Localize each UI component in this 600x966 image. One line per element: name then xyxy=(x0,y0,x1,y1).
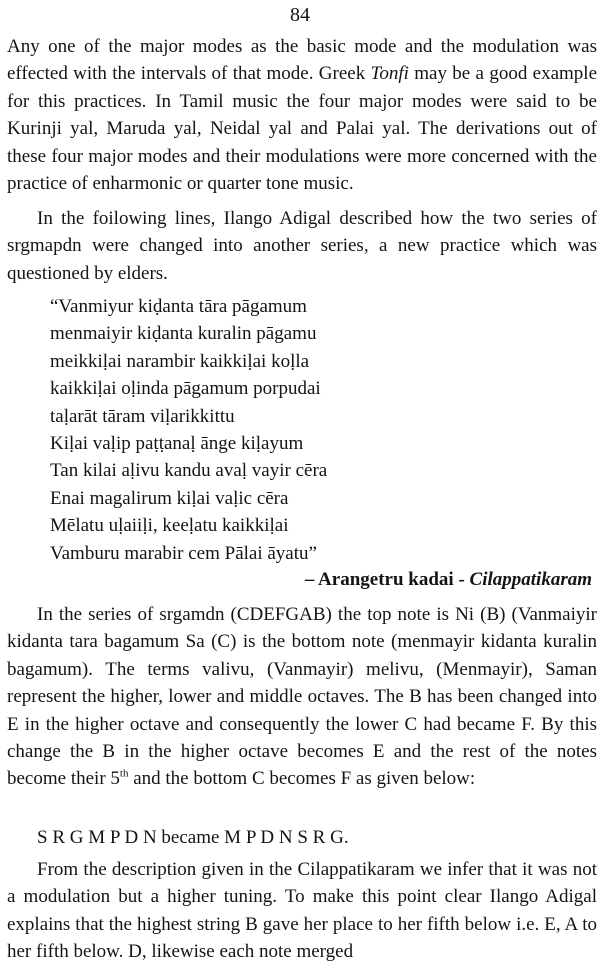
paragraph-ilango-intro: In the foilowing lines, Ilango Adigal described how the two series of srgmapdn were changed into another series, a new practice which was questioned by elders. xyxy=(7,208,597,284)
verse-line: “Vanmiyur kiḍanta tāra pāgamum xyxy=(50,296,307,317)
verse-line: kaikkiḷai oḷinda pāgamum porpudai xyxy=(50,378,321,400)
verse-line: menmaiyir kiḍanta kuralin pāgamu xyxy=(50,323,317,345)
paragraph-series-text-2: and the bottom C becomes F as given below: xyxy=(128,768,476,790)
paragraph-series-text-1: In the series of srgamdn (CDEFGAB) the top note is Ni (B) (Vanmaiyir kidanta tara bagamum Sa (C) is the bottom note (menmayir kidanta kuralin bagamum). The terms valivu, (Vanmayir) melivu, (Menmayir), Saman represent the higher, lower and middle octaves. The B has been changed into E in the higher octave and consequently the lower C had became F. By this change the B in the higher octave becomes E and the rest of the notes become their 5 xyxy=(7,604,597,790)
verse-line: Vamburu marabir cem Pālai āyatu” xyxy=(50,542,317,564)
paragraph-conclusion: From the description given in the Cilappatikaram we infer that it was not a modulation but a higher tuning. To make this point clear Ilango Adigal explains that the highest string B gave her place to her fifth below i.e. E, A to her fifth below. D, likewise each note merged xyxy=(7,859,597,963)
verse-line: Enai magalirum kiḷai vaḷic cēra xyxy=(50,487,289,509)
attribution-source: – Arangetru kadai - xyxy=(304,569,470,590)
paragraph-modes-italic-term: Tonfi xyxy=(370,63,409,85)
paragraph-series-explanation xyxy=(7,601,597,793)
verse-line: taḷarāt tāram viḷarikkittu xyxy=(50,405,235,427)
note-series-formula: S R G M P D N became M P D N S R G. xyxy=(37,827,349,848)
verse-quotation xyxy=(50,293,550,567)
verse-line: Mēlatu uḷaiiḷi, keeḷatu kaikkiḷai xyxy=(50,515,289,537)
paragraph-modes xyxy=(7,33,597,197)
page-number: 84 xyxy=(290,4,310,26)
verse-line: meikkiḷai narambir kaikkiḷai koḷla xyxy=(50,350,310,372)
verse-attribution xyxy=(305,566,592,593)
attribution-work-title: Cilappatikaram xyxy=(469,569,592,590)
verse-line: Tan kilai aḷivu kandu avaḷ vayir cēra xyxy=(50,460,328,482)
verse-line: Kiḷai vaḷip paṭṭanaḷ ānge kiḷayum xyxy=(50,433,304,455)
paragraph-modes-text-1: Any one of the major modes as the basic mode and the modulation was effected with the intervals of that mode. Greek xyxy=(7,36,597,85)
paragraph-modes-text-2: may be a good example for this practices. In Tamil music the four major modes were said to be Kurinji yal, Maruda yal, Neidal yal and Palai yal. The derivations out of these four major modes and their modulations were more concerned with the practice of enharmonic or quarter tone music. xyxy=(7,63,598,195)
superscript-th: th xyxy=(119,768,129,781)
